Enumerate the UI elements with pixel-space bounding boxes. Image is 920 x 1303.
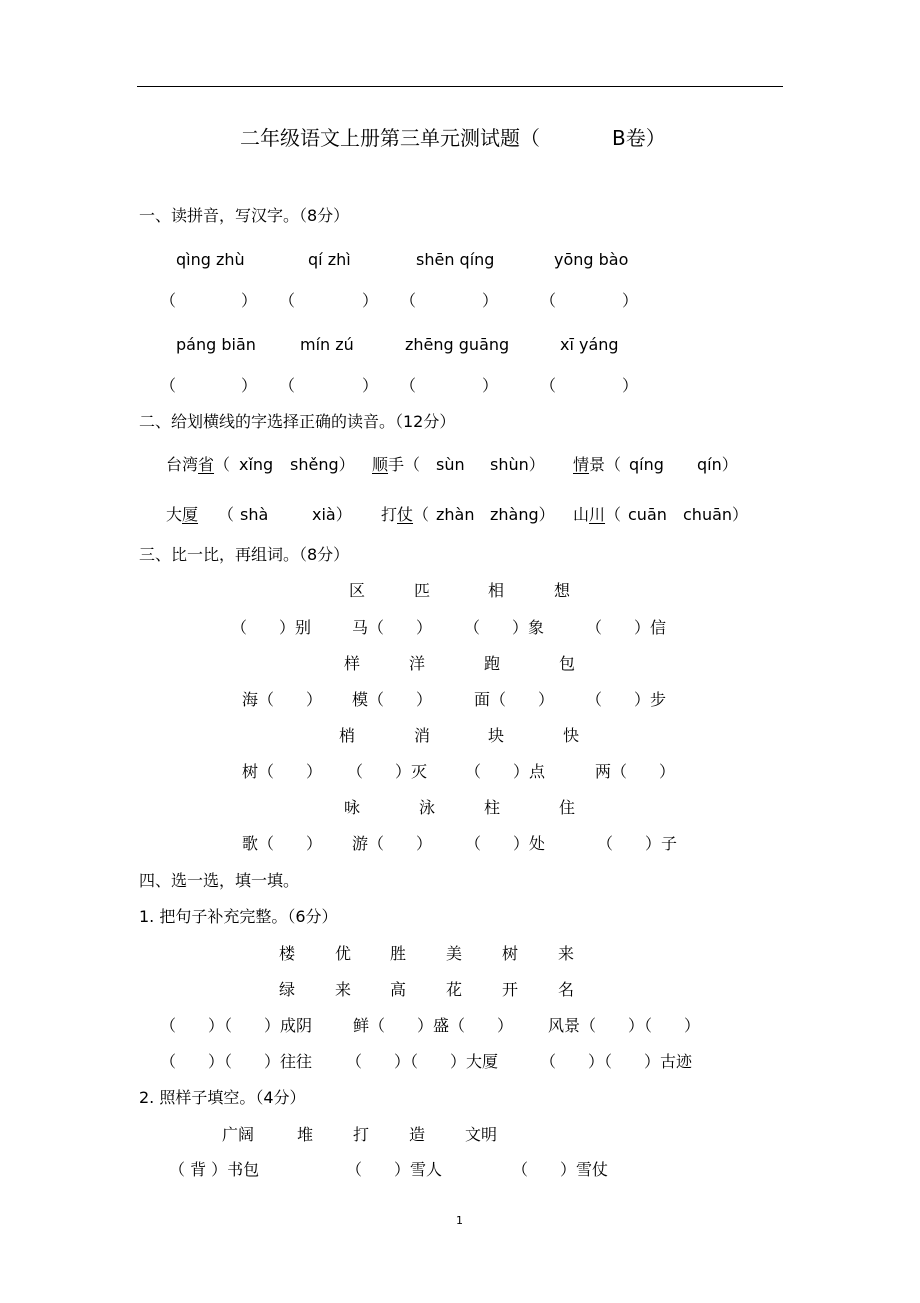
top-rule [137, 86, 783, 87]
word-blank: 海（ ） [242, 690, 323, 709]
word-item [166, 507, 198, 523]
answer-paren-open: （ [540, 376, 557, 395]
paren-open: （ [404, 455, 421, 474]
word-prefix: 山 [573, 505, 590, 524]
paren-open: （ [413, 505, 430, 524]
option-char: 名 [558, 980, 575, 999]
answer-paren-open: （ [400, 376, 417, 395]
word-blank: 模（ ） [352, 690, 433, 709]
answer-paren-close: ） [482, 291, 499, 310]
option-char: 树 [502, 944, 519, 963]
word-blank: 歌（ ） [242, 834, 323, 853]
compare-char: 匹 [414, 581, 431, 600]
underlined-char: 厦 [182, 505, 199, 524]
phrase-blank: （ ）（ ）大厦 [346, 1052, 499, 1071]
phrase-blank: （ ）雪仗 [512, 1160, 609, 1179]
answer-paren-open: （ [279, 291, 296, 310]
word-blank: （ ）处 [465, 834, 546, 853]
answer-paren-close: ） [482, 376, 499, 395]
answer-paren-close: ） [622, 291, 639, 310]
pinyin: qí zhì [308, 250, 351, 269]
pinyin-option: zhàng） [490, 505, 555, 524]
pinyin: yōng bào [554, 250, 629, 269]
paren-open: （ [605, 505, 622, 524]
pinyin-option: shùn） [490, 455, 545, 474]
compare-char: 跑 [484, 654, 501, 673]
page-title-suffix: B卷） [612, 126, 666, 150]
paren-open: （ [218, 505, 235, 524]
word-prefix: 台湾 [166, 455, 199, 474]
section2-heading: 二、给划横线的字选择正确的读音。（12分） [139, 412, 456, 431]
compare-char: 梢 [339, 726, 356, 745]
option-word: 打 [353, 1125, 370, 1144]
word-blank: （ ）信 [586, 618, 667, 637]
answer-paren-open: （ [400, 291, 417, 310]
word-blank: 树（ ） [242, 762, 323, 781]
pinyin-option: qín） [697, 455, 738, 474]
section4-heading: 四、选一选，填一填。 [139, 871, 300, 890]
pinyin: páng biān [176, 335, 256, 354]
pinyin-option: zhàn [436, 505, 475, 524]
phrase-blank: （ ）雪人 [346, 1160, 443, 1179]
option-char: 来 [335, 980, 352, 999]
underlined-char: 川 [589, 505, 606, 524]
word-suffix: 景 [589, 455, 606, 474]
word-blank: 面（ ） [474, 690, 555, 709]
option-char: 绿 [279, 980, 296, 999]
pinyin-option: shěng） [290, 455, 355, 474]
underlined-char: 仗 [397, 505, 414, 524]
option-word: 文明 [465, 1125, 498, 1144]
pinyin-option: shà [240, 505, 269, 524]
pinyin-option: sùn [436, 455, 465, 474]
subsection-heading: 1. 把句子补充完整。（6分） [139, 907, 338, 926]
word-prefix: 打 [381, 505, 398, 524]
compare-char: 想 [554, 581, 571, 600]
option-word: 广阔 [222, 1125, 255, 1144]
paren-open: （ [214, 455, 231, 474]
compare-char: 包 [559, 654, 576, 673]
pinyin-option: chuān） [683, 505, 749, 524]
compare-char: 区 [349, 581, 366, 600]
pinyin: mín zú [300, 335, 354, 354]
word-item [381, 507, 429, 523]
phrase-blank: （ ）（ ）成阴 [160, 1016, 313, 1035]
compare-char: 块 [488, 726, 505, 745]
answer-paren-close: ） [241, 291, 258, 310]
option-char: 开 [502, 980, 519, 999]
paren-open: （ [605, 455, 622, 474]
underlined-char: 省 [198, 455, 215, 474]
section1-heading: 一、读拼音，写汉字。（8分） [139, 206, 350, 225]
word-blank: （ ）灭 [347, 762, 428, 781]
pinyin-option: qíng [629, 455, 664, 474]
compare-char: 样 [344, 654, 361, 673]
word-item [372, 457, 420, 473]
pinyin-option: xià） [312, 505, 352, 524]
answer-paren-close: ） [622, 376, 639, 395]
option-char: 来 [558, 944, 575, 963]
pinyin-option: xǐng [239, 455, 274, 474]
section3-heading: 三、比一比，再组词。（8分） [139, 545, 350, 564]
page-title: 二年级语文上册第三单元测试题（ [240, 126, 540, 150]
word-suffix: 手 [388, 455, 405, 474]
phrase-blank: 风景（ ）（ ） [548, 1016, 701, 1035]
word-blank: （ ）点 [465, 762, 546, 781]
option-char: 高 [390, 980, 407, 999]
pinyin-option: cuān [628, 505, 667, 524]
compare-char: 快 [563, 726, 580, 745]
option-char: 美 [446, 944, 463, 963]
pinyin: xī yáng [560, 335, 619, 354]
answer-paren-open: （ [279, 376, 296, 395]
underlined-char: 情 [573, 455, 590, 474]
phrase-blank: （ ）（ ）往往 [160, 1052, 313, 1071]
page-number: 1 [456, 1214, 463, 1227]
word-blank: （ ）象 [464, 618, 545, 637]
example-phrase: （ 背 ）书包 [169, 1160, 260, 1179]
answer-paren-close: ） [362, 376, 379, 395]
pinyin: shēn qíng [416, 250, 495, 269]
option-word: 堆 [297, 1125, 314, 1144]
word-blank: 两（ ） [595, 762, 676, 781]
option-char: 花 [446, 980, 463, 999]
answer-paren-open: （ [160, 376, 177, 395]
answer-paren-open: （ [160, 291, 177, 310]
word-item [573, 507, 621, 523]
phrase-blank: （ ）（ ）古迹 [540, 1052, 693, 1071]
word-blank: （ ）步 [586, 690, 667, 709]
answer-paren-open: （ [540, 291, 557, 310]
word-item [166, 457, 230, 473]
compare-char: 柱 [484, 798, 501, 817]
compare-char: 泳 [419, 798, 436, 817]
compare-char: 相 [488, 581, 505, 600]
word-blank: 马（ ） [352, 618, 433, 637]
word-blank: （ ）子 [597, 834, 678, 853]
word-blank: （ ）别 [231, 618, 312, 637]
option-word: 造 [409, 1125, 426, 1144]
option-char: 楼 [279, 944, 296, 963]
compare-char: 洋 [409, 654, 426, 673]
word-prefix: 大 [166, 505, 183, 524]
word-item [573, 457, 621, 473]
answer-paren-close: ） [362, 291, 379, 310]
compare-char: 消 [414, 726, 431, 745]
option-char: 优 [335, 944, 352, 963]
phrase-blank: 鲜（ ）盛（ ） [353, 1016, 514, 1035]
compare-char: 住 [559, 798, 576, 817]
subsection-heading: 2. 照样子填空。（4分） [139, 1088, 306, 1107]
pinyin: qìng zhù [176, 250, 245, 269]
option-char: 胜 [390, 944, 407, 963]
underlined-char: 顺 [372, 455, 389, 474]
answer-paren-close: ） [241, 376, 258, 395]
compare-char: 咏 [344, 798, 361, 817]
word-blank: 游（ ） [352, 834, 433, 853]
pinyin: zhēng guāng [405, 335, 510, 354]
